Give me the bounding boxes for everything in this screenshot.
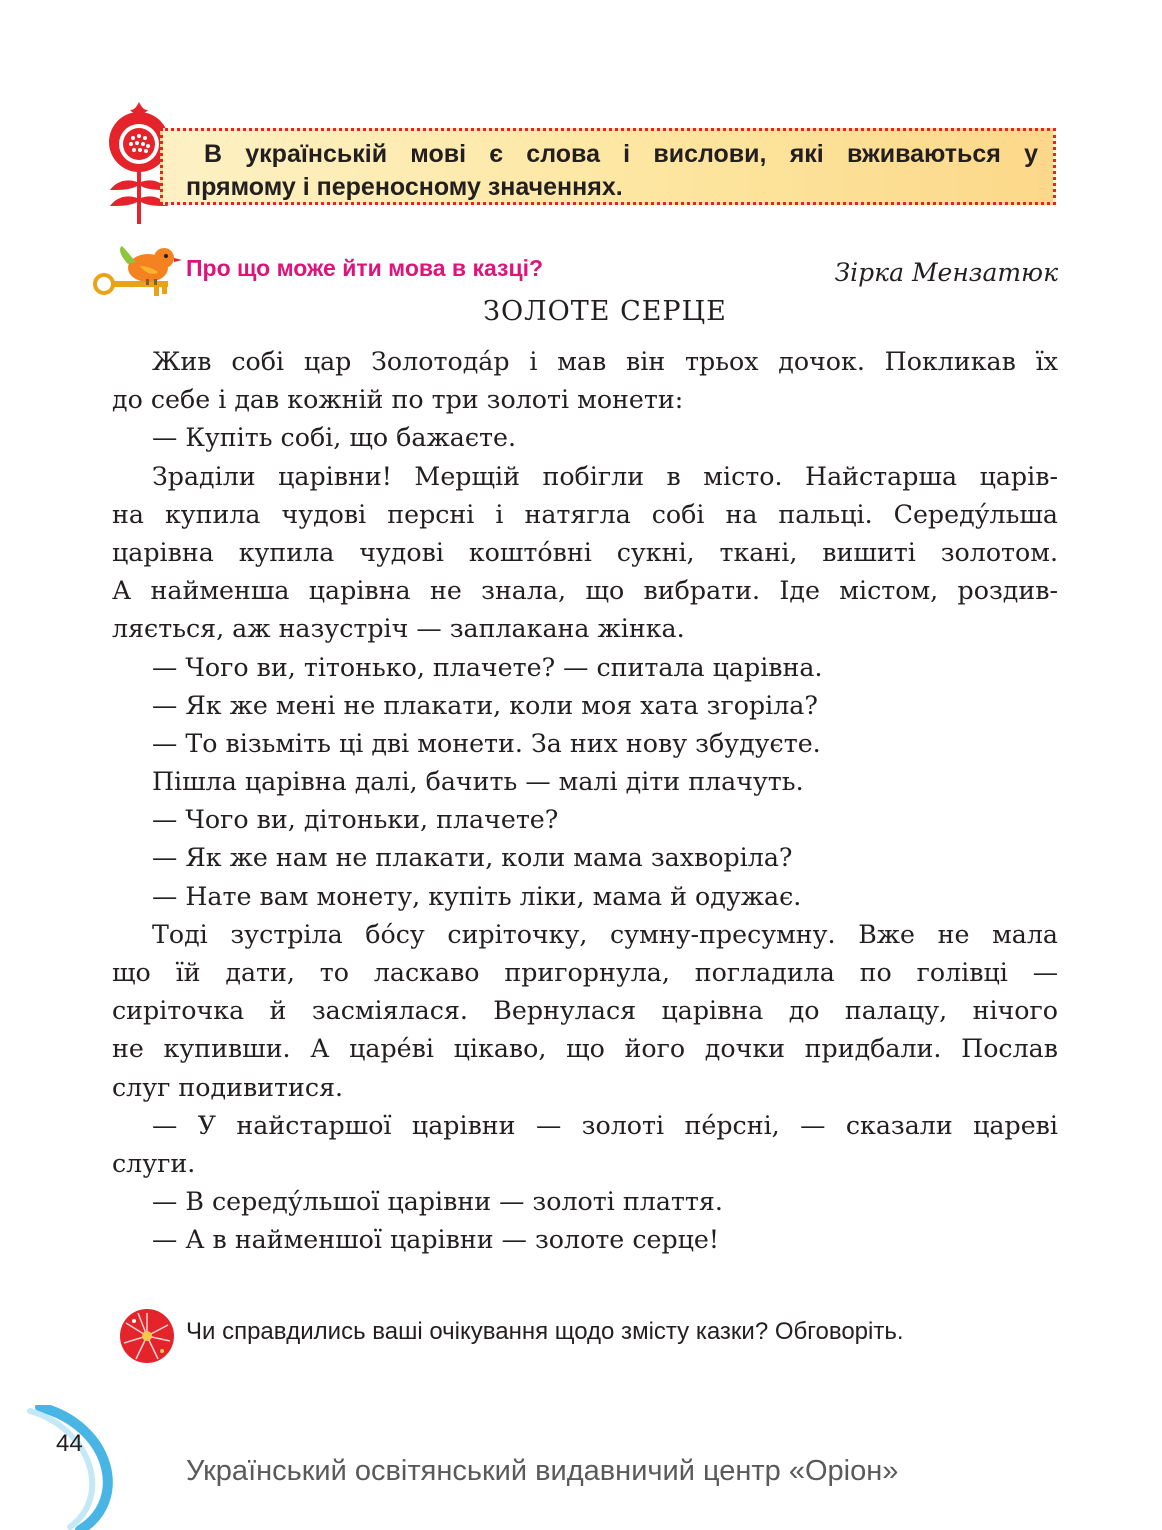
story-line: ляється, аж назустріч — заплакана жінка.: [112, 614, 685, 644]
story-line: слуги.: [112, 1148, 196, 1178]
story-line: — То візьміть ці дві монети. За них нову збудуєте.: [152, 728, 821, 758]
discussion-prompt: Чи справдились ваші очікування щодо змісту казки? Обговоріть.: [186, 1318, 904, 1345]
story-line: — Чого ви, дітоньки, плачете?: [152, 805, 559, 835]
story-line: що їй дати, то ласкаво пригорнула, погладила по голівці —: [112, 958, 1058, 987]
rule-line-1: В українській мові є слова і вислови, які вживаються у: [204, 140, 1038, 168]
rule-line-2: прямому і переносному значеннях.: [186, 173, 623, 201]
story-line: — В середу́льшої царівни — золоті плаття.: [152, 1187, 723, 1217]
story-line: царівна купила чудові кошто́вні сукні, ткані, вишиті золотом.: [112, 537, 1058, 567]
story-line: на купила чудові персні і натягла собі на пальці. Середу́льша: [112, 499, 1058, 529]
story-line: — У найстаршої царівни — золоті пе́рсні, — сказали цареві: [152, 1110, 1058, 1140]
story-line: слуг подивитися.: [112, 1072, 344, 1102]
story-author: Зірка Мензатюк: [834, 258, 1058, 287]
page-corner-arc: [0, 1405, 130, 1530]
story-line: А найменша царівна не знала, що вибрати. Іде містом, роздив-: [112, 576, 1058, 606]
reading-question: Про що може йти мова в казці?: [186, 255, 544, 281]
story-line: Пішла царівна далі, бачить — малі діти плачуть.: [152, 767, 804, 797]
story-line: — Чого ви, тітонько, плачете? — спитала царівна.: [152, 652, 823, 682]
discussion-ball-icon: [118, 1307, 176, 1365]
publisher-footer: Український освітянський видавничий центр «Оріон»: [186, 1455, 899, 1487]
story-title: ЗОЛОТЕ СЕРЦЕ: [483, 296, 727, 327]
story-line: — Купіть собі, що бажаєте.: [152, 423, 516, 453]
story-line: — Як же мені не плакати, коли моя хата згоріла?: [152, 690, 818, 720]
story-text: [112, 343, 1058, 1260]
rule-text: [186, 138, 1038, 204]
story-line: — А в найменшої царівни — золоте серце!: [152, 1225, 720, 1255]
story-line: Тоді зустріла бо́су сиріточку, сумну-пресумну. Вже не мала: [152, 919, 1058, 949]
story-line: — Нате вам монету, купіть ліки, мама й одужає.: [152, 881, 802, 911]
story-line: до себе і дав кожній по три золоті монети:: [112, 385, 684, 415]
story-line: сиріточка й засміялася. Вернулася царівна до палацу, нічого: [112, 996, 1058, 1026]
story-line: Зраділи царівни! Мерщій побігли в місто. Найстарша царів-: [152, 461, 1058, 491]
bird-key-icon: [92, 246, 182, 302]
page-number: 44: [56, 1430, 83, 1457]
story-line: — Як же нам не плакати, коли мама захворіла?: [152, 843, 793, 873]
story-line: Жив собі цар Золотода́р і мав він трьох дочок. Покликав їх: [152, 347, 1058, 376]
story-line: не купивши. А царе́ві цікаво, що його дочки придбали. Послав: [112, 1034, 1058, 1064]
